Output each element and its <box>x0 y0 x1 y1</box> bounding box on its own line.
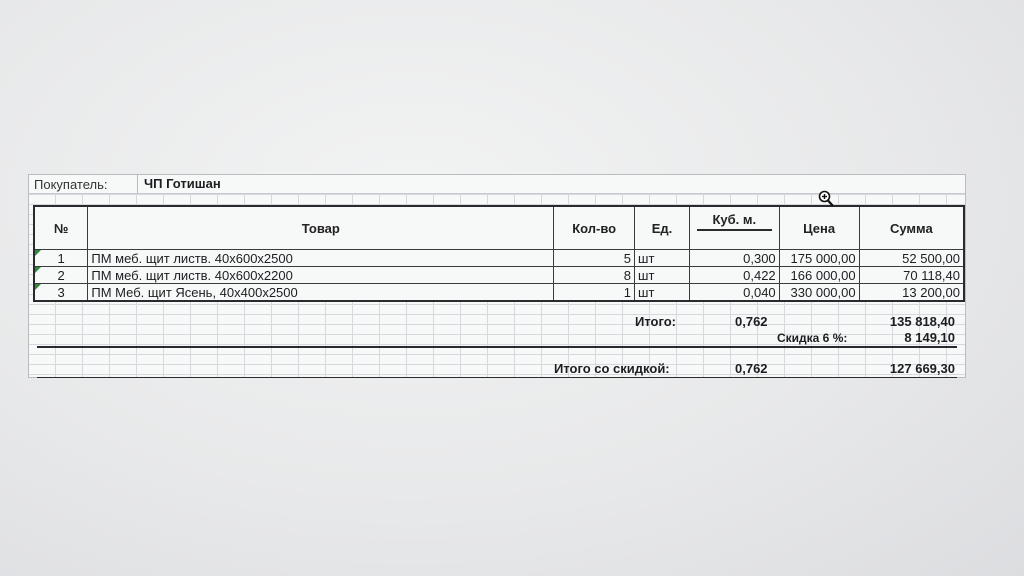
cell-sum[interactable]: 52 500,00 <box>859 250 964 267</box>
discount-value[interactable]: 8 149,10 <box>904 330 955 345</box>
buyer-label: Покупатель: <box>34 177 108 192</box>
cell-volume[interactable]: 0,300 <box>689 250 779 267</box>
header-row <box>34 206 964 250</box>
col-header-volume[interactable] <box>689 206 779 250</box>
col-header-price[interactable]: Цена <box>779 206 859 250</box>
final-total-volume[interactable]: 0,762 <box>735 361 768 376</box>
buyer-name[interactable]: ЧП Готишан <box>144 176 221 191</box>
cell-unit[interactable]: шт <box>635 267 690 284</box>
total-label: Итого: <box>635 314 676 329</box>
col-header-no[interactable]: № <box>34 206 88 250</box>
col-header-item[interactable]: Товар <box>88 206 554 250</box>
cell-divider <box>137 175 138 193</box>
col-header-sum[interactable]: Сумма <box>859 206 964 250</box>
final-total-sum[interactable]: 127 669,30 <box>889 361 955 376</box>
cell-unit[interactable]: шт <box>635 284 690 302</box>
cell-no[interactable]: 1 <box>34 250 88 267</box>
cell-sum[interactable]: 70 118,40 <box>859 267 964 284</box>
final-total-label: Итого со скидкой: <box>554 361 670 376</box>
total-volume[interactable]: 0,762 <box>735 314 768 329</box>
cell-item[interactable]: ПМ меб. щит листв. 40х600х2200 <box>88 267 554 284</box>
invoice-table <box>33 205 965 302</box>
total-sum[interactable]: 135 818,40 <box>889 314 955 329</box>
cell-qty[interactable]: 8 <box>554 267 635 284</box>
discount-label: Скидка 6 %: <box>777 331 848 345</box>
table-row <box>34 267 964 284</box>
cell-volume[interactable]: 0,422 <box>689 267 779 284</box>
cell-unit[interactable]: шт <box>635 250 690 267</box>
cell-volume[interactable]: 0,040 <box>689 284 779 302</box>
table-row <box>34 250 964 267</box>
cell-qty[interactable]: 5 <box>554 250 635 267</box>
cell-no[interactable]: 3 <box>34 284 88 302</box>
cell-price[interactable]: 330 000,00 <box>779 284 859 302</box>
cell-sum[interactable]: 13 200,00 <box>859 284 964 302</box>
cell-item[interactable]: ПМ меб. щит листв. 40х600х2500 <box>88 250 554 267</box>
zoom-in-icon <box>818 190 834 208</box>
cell-qty[interactable]: 1 <box>554 284 635 302</box>
cell-item[interactable]: ПМ Меб. щит Ясень, 40х400х2500 <box>88 284 554 302</box>
col-header-unit[interactable]: Ед. <box>635 206 690 250</box>
divider-line <box>37 346 957 348</box>
col-header-qty[interactable]: Кол-во <box>554 206 635 250</box>
cell-price[interactable]: 166 000,00 <box>779 267 859 284</box>
cell-price[interactable]: 175 000,00 <box>779 250 859 267</box>
col-header-volume-label: Куб. м. <box>697 212 772 231</box>
table-row <box>34 284 964 302</box>
bottom-line <box>37 377 957 378</box>
cell-no[interactable]: 2 <box>34 267 88 284</box>
